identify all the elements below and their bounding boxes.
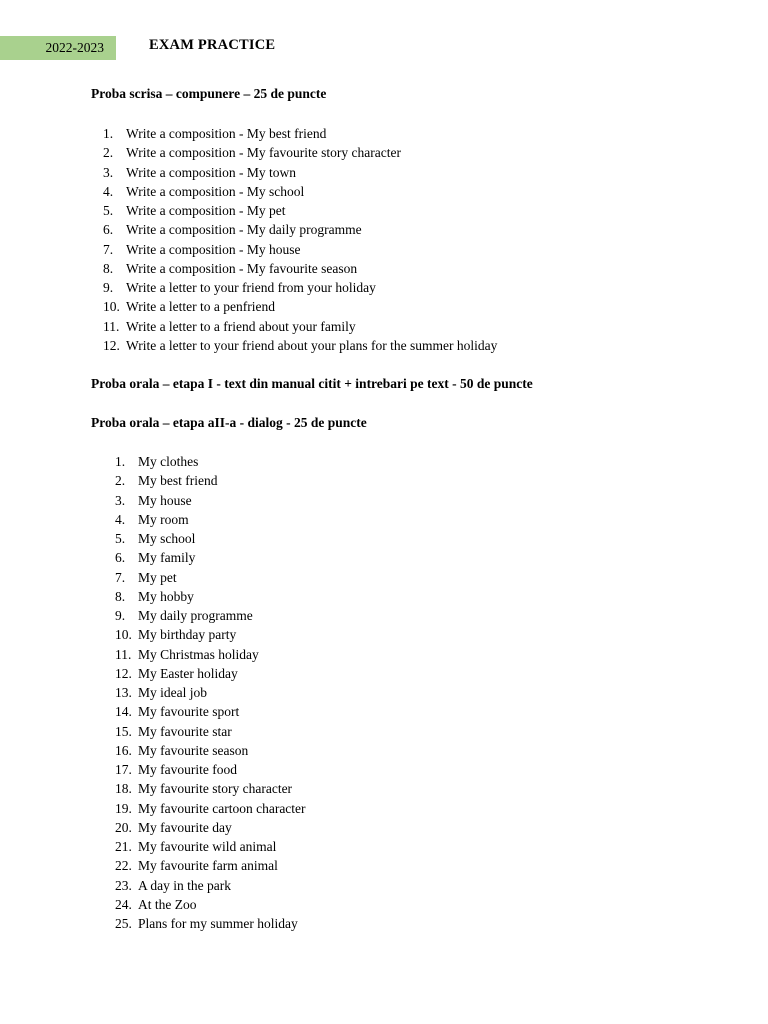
- dialog-topic-item: [115, 799, 306, 818]
- composition-item: [103, 297, 497, 316]
- oral-stage-1-heading: Proba orala – etapa I - text din manual citit + intrebari pe text - 50 de puncte: [91, 376, 533, 391]
- list-item-text: Write a composition - My favourite season: [126, 260, 358, 276]
- list-item-number: 19.: [115, 800, 132, 816]
- composition-item: [103, 317, 497, 336]
- list-item-text: Write a composition - My daily programme: [126, 222, 362, 238]
- list-item-text: My favourite wild animal: [138, 839, 277, 854]
- composition-item: [103, 240, 497, 259]
- dialog-topic-item: [115, 779, 306, 798]
- list-item-text: Write a composition - My pet: [126, 203, 286, 218]
- dialog-topic-item: [115, 760, 306, 779]
- list-item-text: Write a composition - My town: [126, 164, 297, 180]
- list-item-text: My ideal job: [138, 685, 207, 700]
- list-item-number: 2.: [115, 473, 126, 489]
- list-item-number: 11.: [103, 318, 120, 334]
- list-item-text: My favourite day: [138, 819, 232, 835]
- dialog-topic-item: [115, 548, 306, 567]
- composition-item: [103, 336, 497, 355]
- oral-stage-2-heading: Proba orala – etapa aII-a - dialog - 25 de puncte: [91, 415, 367, 430]
- year-badge: 2022-2023: [0, 36, 116, 60]
- list-item-number: 10.: [115, 627, 132, 643]
- list-item-text: Write a letter to a friend about your family: [126, 318, 356, 334]
- list-item-text: My favourite season: [138, 742, 249, 758]
- list-item-number: 8.: [115, 588, 126, 604]
- list-item-text: My birthday party: [138, 627, 237, 643]
- composition-item: [103, 201, 497, 220]
- list-item-number: 3.: [115, 492, 126, 508]
- list-item-text: My favourite story character: [138, 781, 293, 797]
- list-item-number: 7.: [115, 569, 126, 585]
- dialog-topic-item: [115, 876, 306, 895]
- list-item-number: 6.: [115, 550, 126, 566]
- list-item-number: 16.: [115, 742, 132, 758]
- composition-item: [103, 278, 497, 297]
- list-item-number: 13.: [115, 685, 132, 700]
- list-item-number: 21.: [115, 839, 132, 854]
- list-item-text: Write a letter to your friend about your plans for the summer holiday: [126, 337, 498, 353]
- list-item-number: 24.: [115, 896, 132, 912]
- written-section-heading: Proba scrisa – compunere – 25 de puncte: [91, 86, 327, 101]
- list-item-number: 22.: [115, 858, 132, 874]
- dialog-topic-item: [115, 856, 306, 875]
- list-item-text: Write a letter to your friend from your holiday: [126, 280, 376, 295]
- dialog-topic-list: [115, 452, 306, 933]
- dialog-topic-item: [115, 491, 306, 510]
- list-item-text: My favourite farm animal: [138, 858, 278, 874]
- composition-item: [103, 182, 497, 201]
- list-item-number: 9.: [115, 608, 126, 623]
- list-item-number: 4.: [115, 511, 126, 527]
- list-item-text: My clothes: [138, 454, 199, 469]
- list-item-number: 8.: [103, 260, 114, 276]
- composition-item: [103, 124, 497, 143]
- composition-item: [103, 220, 497, 239]
- list-item-text: My favourite cartoon character: [138, 800, 306, 816]
- list-item-text: My favourite food: [138, 762, 237, 777]
- dialog-topic-item: [115, 895, 306, 914]
- list-item-number: 15.: [115, 723, 132, 739]
- list-item-number: 23.: [115, 877, 132, 893]
- list-item-number: 17.: [115, 762, 132, 777]
- list-item-number: 7.: [103, 241, 114, 257]
- list-item-text: My school: [138, 531, 196, 546]
- dialog-topic-item: [115, 510, 306, 529]
- list-item-text: A day in the park: [138, 877, 231, 893]
- list-item-number: 18.: [115, 781, 132, 797]
- list-item-number: 4.: [103, 183, 114, 199]
- list-item-number: 10.: [103, 299, 120, 315]
- list-item-text: My favourite sport: [138, 704, 240, 720]
- list-item-number: 12.: [103, 337, 120, 353]
- dialog-topic-item: [115, 702, 306, 721]
- list-item-text: Write a composition - My favourite story character: [126, 145, 401, 161]
- dialog-topic-item: [115, 452, 306, 471]
- list-item-text: Write a composition - My best friend: [126, 126, 327, 141]
- list-item-number: 20.: [115, 819, 132, 835]
- composition-list: [103, 124, 497, 355]
- list-item-text: My daily programme: [138, 608, 253, 623]
- dialog-topic-item: [115, 722, 306, 741]
- dialog-topic-item: [115, 837, 306, 856]
- composition-item: [103, 259, 497, 278]
- list-item-number: 6.: [103, 222, 114, 238]
- list-item-number: 5.: [115, 531, 126, 546]
- list-item-text: My hobby: [138, 588, 194, 604]
- list-item-text: My best friend: [138, 473, 218, 489]
- dialog-topic-item: [115, 818, 306, 837]
- dialog-topic-item: [115, 606, 306, 625]
- dialog-topic-item: [115, 529, 306, 548]
- list-item-text: My family: [138, 550, 196, 566]
- list-item-number: 12.: [115, 665, 132, 681]
- list-item-text: My room: [138, 511, 189, 527]
- list-item-text: My house: [138, 492, 192, 508]
- list-item-number: 11.: [115, 646, 132, 662]
- list-item-number: 3.: [103, 164, 114, 180]
- dialog-topic-item: [115, 568, 306, 587]
- list-item-number: 1.: [103, 126, 114, 141]
- dialog-topic-item: [115, 914, 306, 933]
- dialog-topic-item: [115, 471, 306, 490]
- list-item-text: My favourite star: [138, 723, 232, 739]
- dialog-topic-item: [115, 664, 306, 683]
- dialog-topic-item: [115, 587, 306, 606]
- list-item-text: Write a composition - My school: [126, 183, 305, 199]
- list-item-text: At the Zoo: [138, 896, 197, 912]
- list-item-text: My Christmas holiday: [138, 646, 259, 662]
- list-item-number: 5.: [103, 203, 114, 218]
- list-item-text: Write a letter to a penfriend: [126, 299, 276, 315]
- composition-item: [103, 143, 497, 162]
- page-title: EXAM PRACTICE: [149, 37, 276, 53]
- list-item-text: My pet: [138, 569, 177, 585]
- dialog-topic-item: [115, 645, 306, 664]
- list-item-number: 14.: [115, 704, 132, 720]
- dialog-topic-item: [115, 625, 306, 644]
- dialog-topic-item: [115, 741, 306, 760]
- dialog-topic-item: [115, 683, 306, 702]
- composition-item: [103, 163, 497, 182]
- list-item-number: 9.: [103, 280, 114, 295]
- list-item-number: 2.: [103, 145, 114, 161]
- list-item-number: 25.: [115, 916, 132, 931]
- list-item-text: My Easter holiday: [138, 665, 238, 681]
- list-item-text: Plans for my summer holiday: [138, 916, 298, 931]
- list-item-text: Write a composition - My house: [126, 241, 301, 257]
- list-item-number: 1.: [115, 454, 126, 469]
